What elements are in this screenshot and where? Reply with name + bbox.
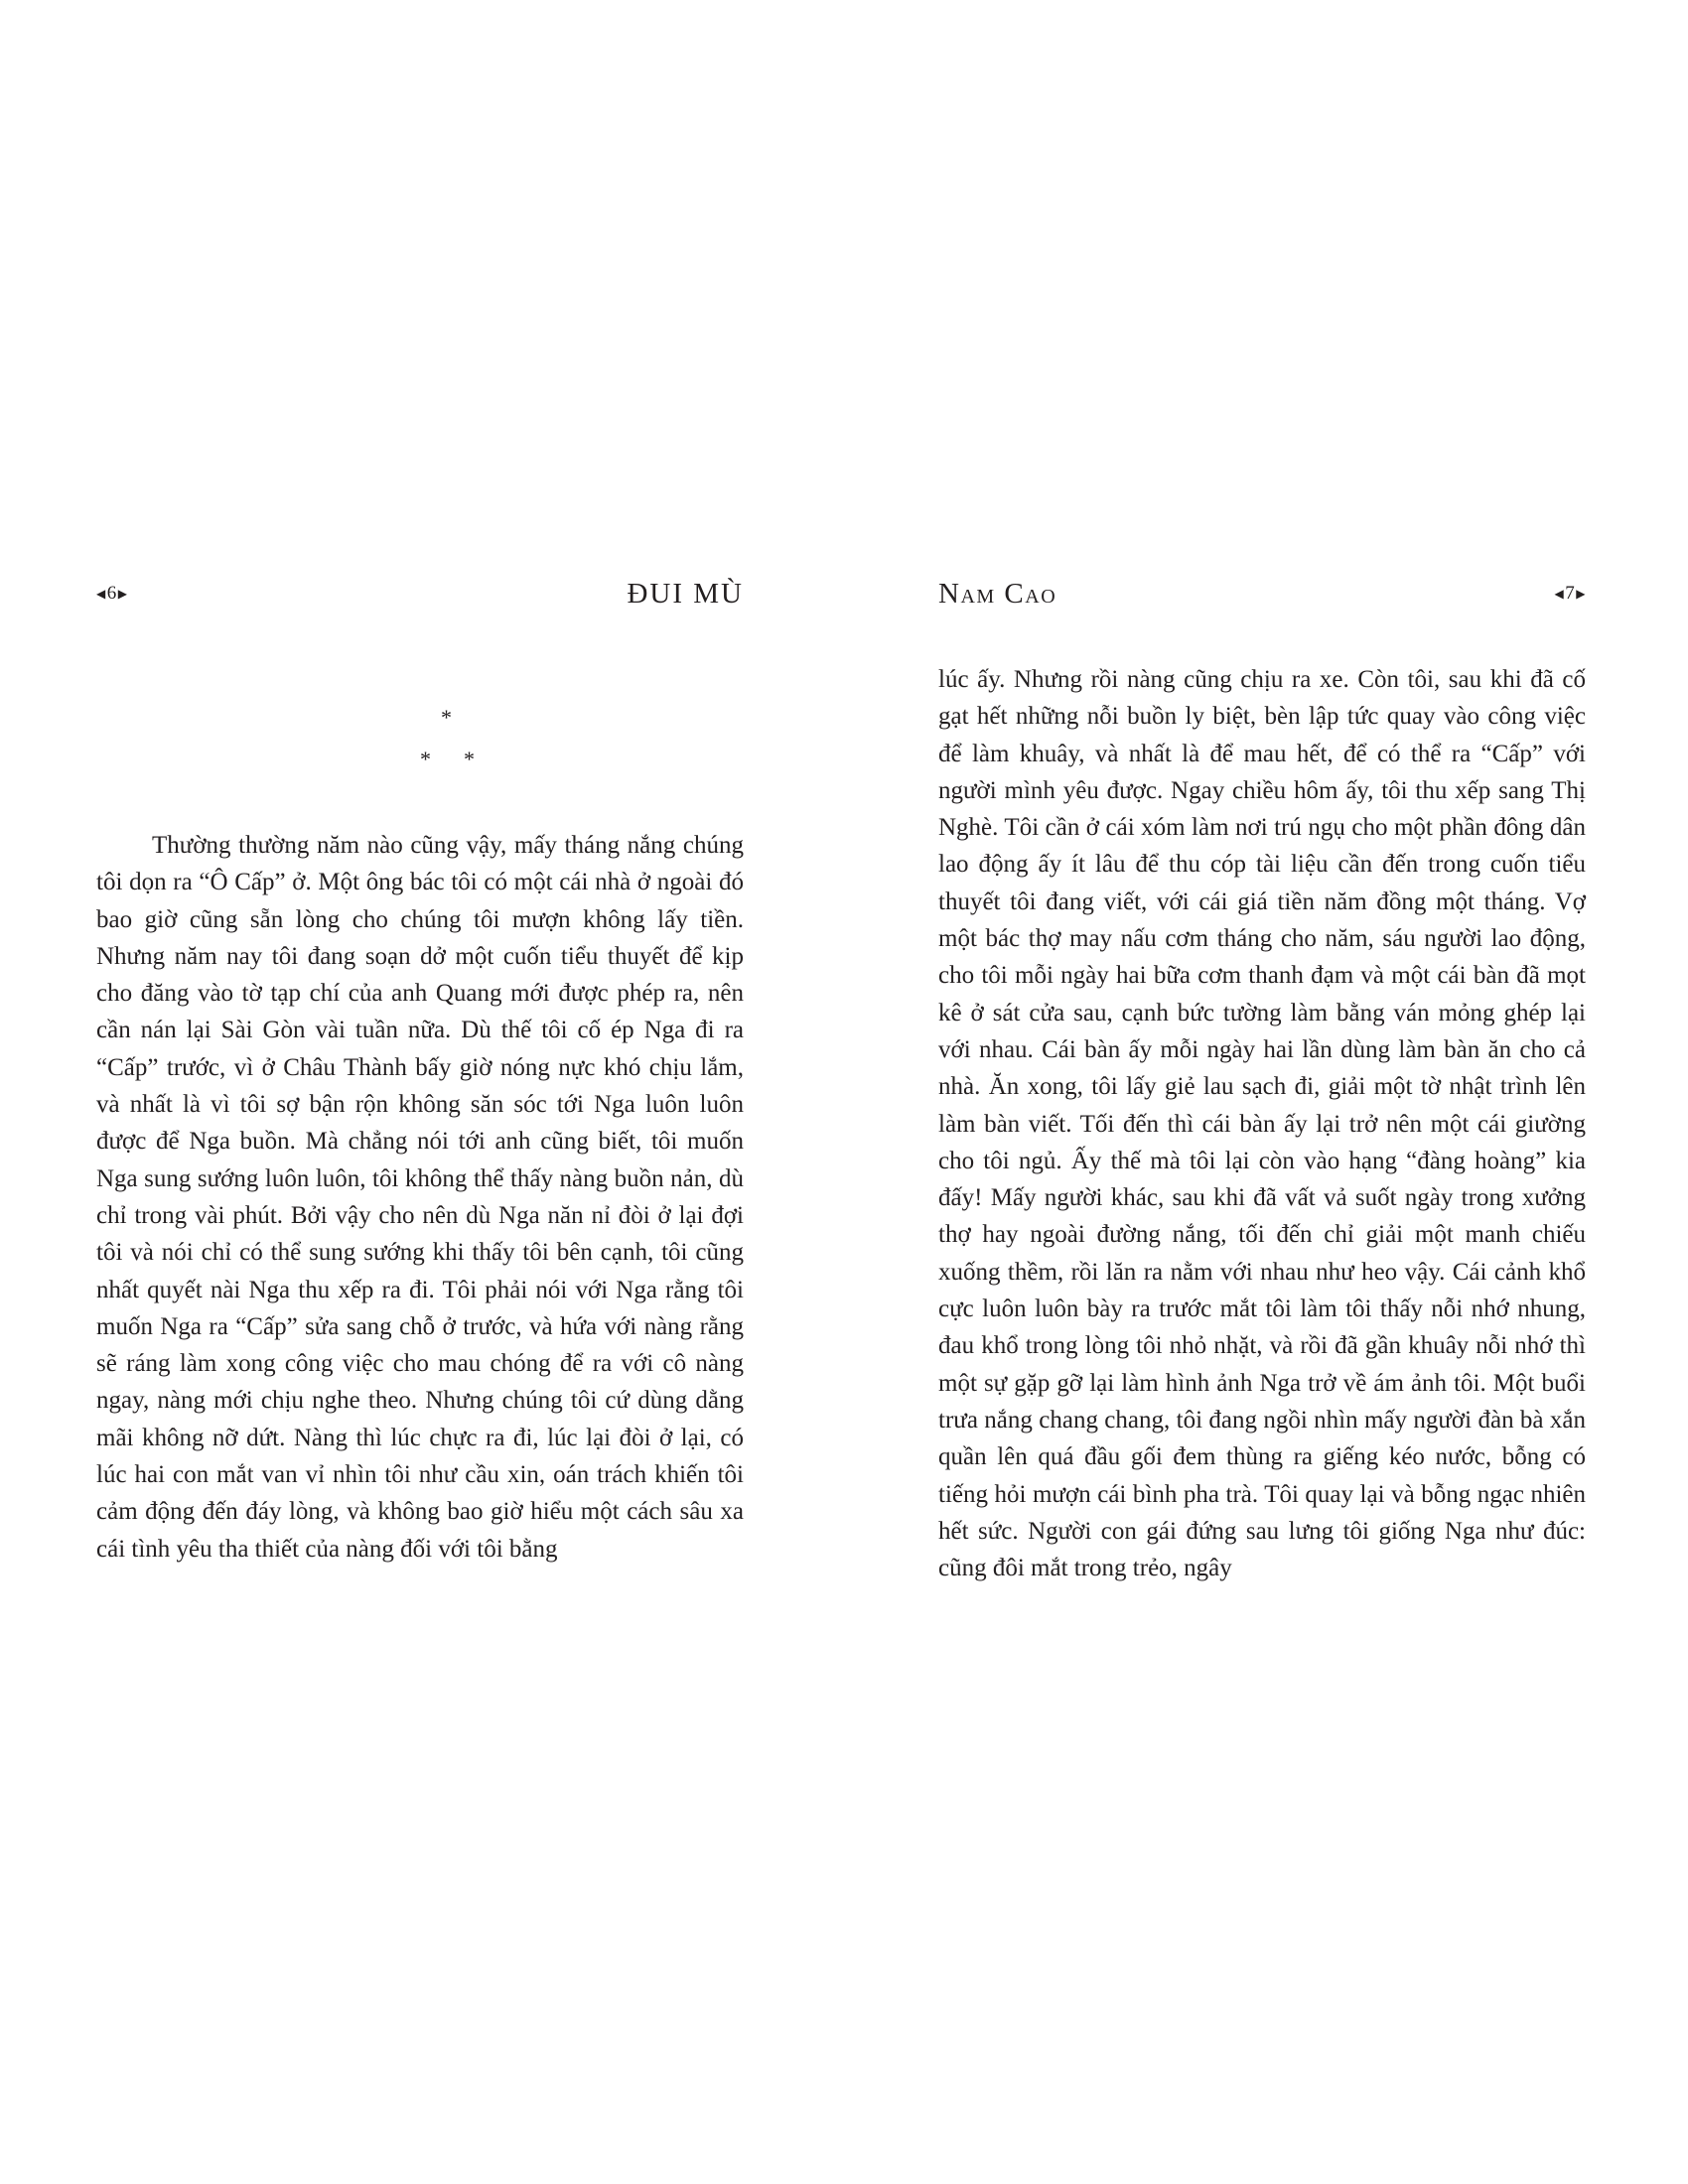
page-number-value: 7: [1565, 583, 1576, 604]
asterism-star: *: [420, 747, 431, 771]
left-triangle-icon: ◀: [1554, 587, 1565, 601]
asterism-star: *: [441, 705, 452, 730]
running-head-right: [938, 574, 1586, 614]
section-break-asterism: [96, 703, 744, 772]
running-head-left: [96, 574, 744, 614]
page-number-right: [1555, 583, 1586, 605]
left-triangle-icon: ◀: [96, 587, 106, 601]
right-triangle-icon: ▶: [1576, 587, 1586, 601]
running-author: Nam Cao: [938, 577, 1057, 610]
body-paragraph-left: Thường thường năm nào cũng vậy, mấy tháng nắng chúng tôi dọn ra “Ô Cấp” ở. Một ông bác tôi có một cái nhà ở ngoài đó bao giờ cũng sẵn lòng cho chúng tôi mượn không lấy tiền. Nhưng năm nay tôi đang soạn dở một cuốn tiểu thuyết để kịp cho đăng vào tờ tạp chí của anh Quang mới được phép ra, nên cần nán lại Sài Gòn vài tuần nữa. Dù thế tôi cố ép Nga đi ra “Cấp” trước, vì ở Châu Thành bấy giờ nóng nực khó chịu lắm, và nhất là vì tôi sợ bận rộn không săn sóc tới Nga luôn luôn được để Nga buồn. Mà chẳng nói tới anh cũng biết, tôi muốn Nga sung sướng luôn luôn, tôi không thể thấy nàng buồn nản, dù chỉ trong vài phút. Bởi vậy cho nên dù Nga năn nỉ đòi ở lại đợi tôi và nói chỉ có thể sung sướng khi thấy tôi bên cạnh, tôi cũng nhất quyết nài Nga thu xếp ra đi. Tôi phải nói với Nga rằng tôi muốn Nga ra “Cấp” sửa sang chỗ ở trước, và hứa với nàng rằng sẽ ráng làm xong công việc cho mau chóng để ra với cô nàng ngay, nàng mới chịu nghe theo. Nhưng chúng tôi cứ dùng dằng mãi không nỡ dứt. Nàng thì lúc chực ra đi, lúc lại đòi ở lại, có lúc hai con mắt van vỉ nhìn tôi như cầu xin, oán trách khiến tôi cảm động đến đáy lòng, và không bao giờ hiểu một cách sâu xa cái tình yêu tha thiết của nàng đối với tôi bằng: [96, 832, 744, 1563]
right-triangle-icon: ▶: [117, 587, 128, 601]
right-page: [844, 0, 1688, 2184]
running-title: ĐUI MÙ: [627, 577, 744, 610]
page-number-value: 6: [106, 583, 117, 604]
page-number-left: [96, 583, 127, 605]
body-paragraph-right: lúc ấy. Nhưng rồi nàng cũng chịu ra xe. Còn tôi, sau khi đã cố gạt hết những nỗi buồn ly biệt, bèn lập tức quay vào công việc để làm khuây, và nhất là để mau hết, để có thể ra “Cấp” với người mình yêu được. Ngay chiều hôm ấy, tôi thu xếp sang Thị Nghè. Tôi cần ở cái xóm làm nơi trú ngụ cho một phần đông dân lao động ấy ít lâu để thu cóp tài liệu cần đến trong cuốn tiểu thuyết tôi đang viết, với cái giá tiền năm đồng một tháng. Vợ một bác thợ may nấu cơm tháng cho năm, sáu người lao động, cho tôi mỗi ngày hai bữa cơm thanh đạm và một cái bàn đã mọt kê ở sát cửa sau, cạnh bức tường làm bằng ván mỏng ghép lại với nhau. Cái bàn ấy mỗi ngày hai lần dùng làm bàn ăn cho cả nhà. Ăn xong, tôi lấy giẻ lau sạch đi, giải một tờ nhật trình lên làm bàn viết. Tối đến thì cái bàn ấy lại trở nên một cái giường cho tôi ngủ. Ấy thế mà tôi lại còn vào hạng “đàng hoàng” kia đấy! Mấy người khác, sau khi đã vất vả suốt ngày trong xưởng thợ hay ngoài đường nắng, tối đến chỉ giải một manh chiếu xuống thềm, rồi lăn ra nằm với nhau như heo vậy. Cái cảnh khổ cực luôn luôn bày ra trước mắt tôi làm tôi thấy nỗi nhớ nhung, đau khổ trong lòng tôi nhỏ nhặt, và rồi đã gần khuây nỗi nhớ thì một sự gặp gỡ lại làm hình ảnh Nga trở về ám ảnh tôi. Một buổi trưa nắng chang chang, tôi đang ngồi nhìn mấy người đàn bà xắn quần lên quá đầu gối đem thùng ra giếng kéo nước, bỗng có tiếng hỏi mượn cái bình pha trà. Tôi quay lại và bỗng ngạc nhiên hết sức. Người con gái đứng sau lưng tôi giống Nga như đúc: cũng đôi mắt trong trẻo, ngây: [938, 666, 1586, 1582]
asterism-star: *: [464, 747, 475, 771]
